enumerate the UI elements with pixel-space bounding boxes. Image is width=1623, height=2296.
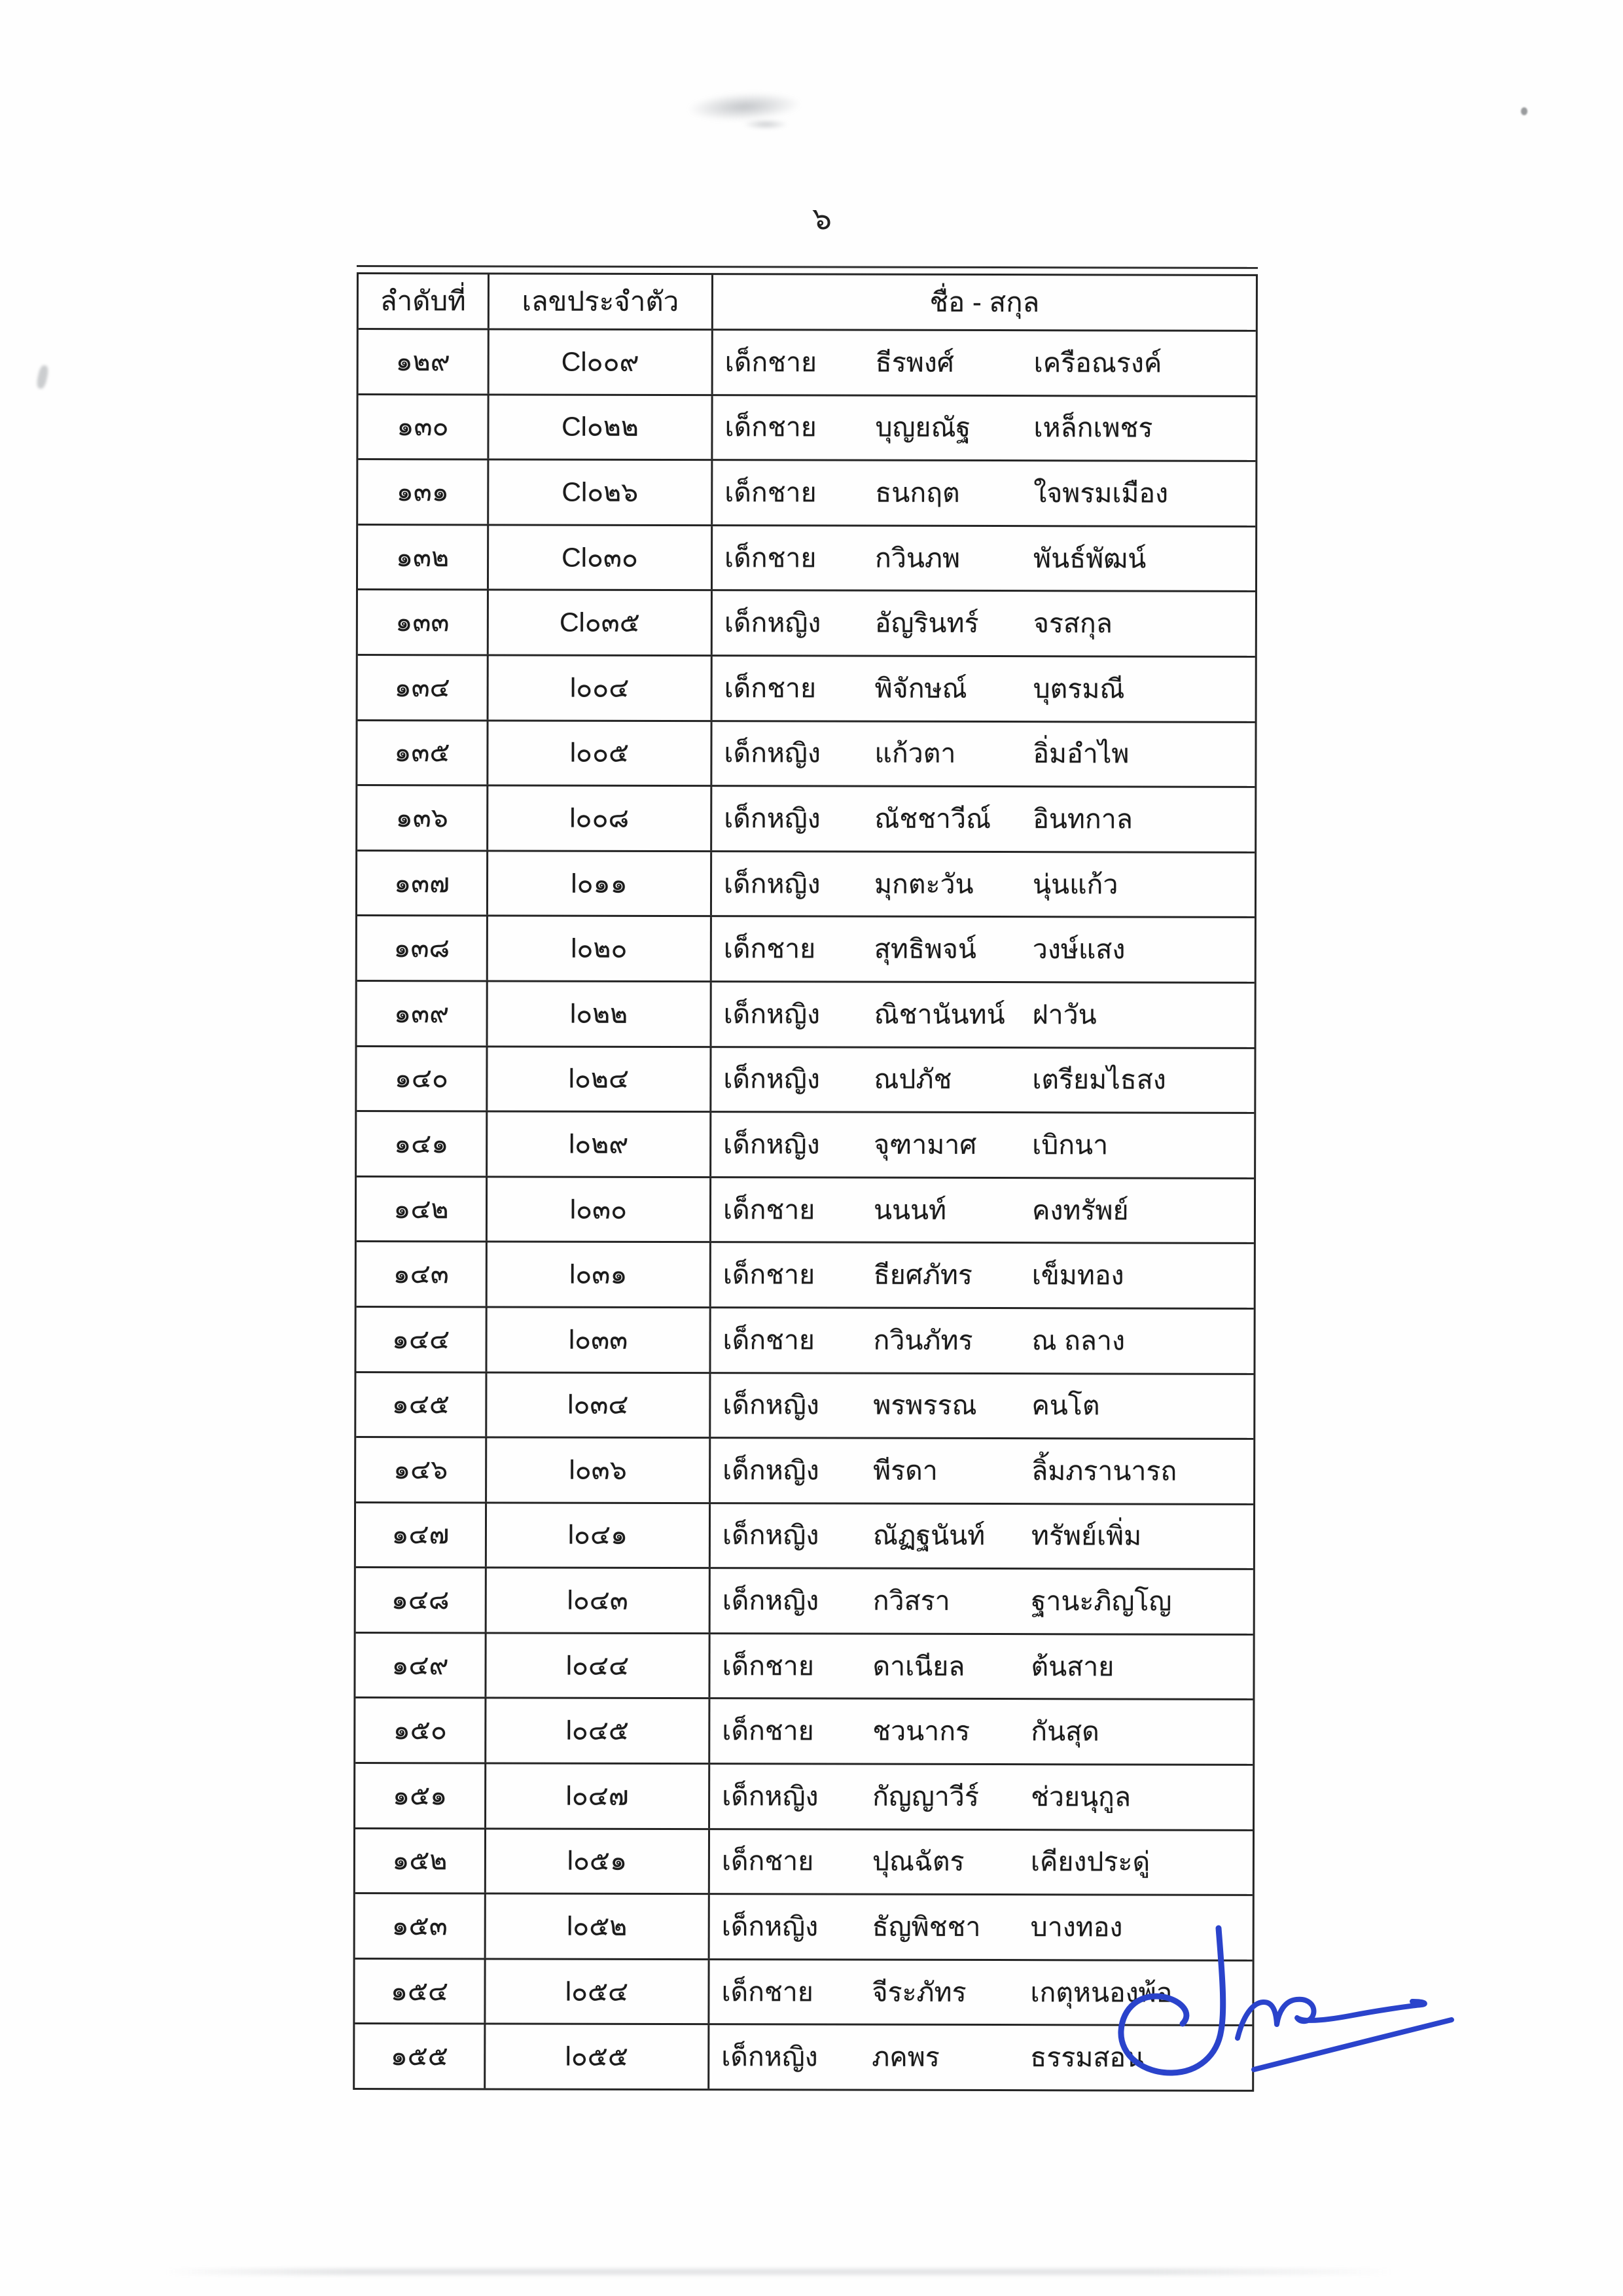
- student-name-cell: [713, 656, 1255, 721]
- student-id: l๐๓๓: [487, 1308, 711, 1371]
- student-lastname: ลิ้มภรานารถ: [1031, 1456, 1177, 1486]
- student-firstname: กัญญาวีร์: [872, 1781, 979, 1812]
- student-id: l๐๔๔: [486, 1634, 710, 1697]
- student-firstname: ธัญพิชชา: [872, 1911, 981, 1943]
- student-name-cell: [711, 1243, 1254, 1307]
- student-title: เด็กหญิง: [722, 1781, 819, 1812]
- student-id: l๐๕๔: [486, 1960, 709, 2023]
- student-name-cell: [709, 2026, 1252, 2090]
- student-lastname: จรสกุล: [1033, 608, 1113, 639]
- student-id: l๐๒๐: [488, 917, 712, 980]
- student-id: Cl๐๒๖: [489, 461, 713, 524]
- row-index: ๑๓๓: [358, 590, 489, 654]
- table-row: [359, 328, 1256, 395]
- row-index: ๑๕๐: [355, 1698, 486, 1762]
- student-table: [353, 272, 1258, 2092]
- student-title: เด็กหญิง: [721, 2041, 818, 2072]
- table-row: [355, 1892, 1253, 1959]
- student-id: l๐๔๕: [486, 1699, 710, 1763]
- student-firstname: ชวนากร: [872, 1715, 971, 1747]
- student-name-cell: [713, 592, 1255, 656]
- student-lastname: คนโต: [1031, 1390, 1100, 1421]
- student-firstname: ธนกฤต: [875, 477, 960, 508]
- student-name-cell: [713, 331, 1256, 395]
- table-row: [357, 1175, 1254, 1242]
- student-id: l๐๓๑: [488, 1243, 711, 1306]
- student-firstname: ณัฏฐนันท์: [872, 1520, 986, 1551]
- student-title: เด็กหญิง: [721, 1911, 819, 1942]
- student-title: เด็กหญิง: [724, 607, 821, 638]
- row-index: ๑๒๙: [359, 330, 490, 393]
- row-index: ๑๔๑: [357, 1112, 488, 1175]
- student-id: l๐๐๔: [489, 656, 713, 719]
- col-header-index: ลำดับที่: [359, 274, 490, 328]
- student-lastname: ธรรมสอน: [1030, 2042, 1145, 2073]
- student-lastname: คงทรัพย์: [1031, 1194, 1129, 1225]
- student-name-cell: [711, 1504, 1253, 1568]
- student-firstname: ดาเนียล: [872, 1651, 965, 1681]
- student-name-cell: [710, 1830, 1253, 1894]
- student-firstname: แก้วตา: [874, 738, 956, 769]
- student-title: เด็กชาย: [722, 1715, 814, 1746]
- student-title: เด็กชาย: [722, 1259, 815, 1290]
- student-firstname: กวินภพ: [875, 543, 961, 573]
- student-lastname: อิ่มอำไพ: [1033, 738, 1130, 769]
- student-firstname: ณัชชาวีณ์: [874, 803, 991, 834]
- student-id: l๐๐๕: [488, 721, 712, 785]
- student-id: Cl๐๐๙: [490, 330, 713, 393]
- student-id: l๐๓๐: [488, 1177, 711, 1241]
- student-name-cell: [713, 396, 1255, 460]
- student-title: เด็กหญิง: [724, 803, 821, 834]
- student-name-cell: [710, 1700, 1253, 1764]
- student-id: l๐๒๒: [488, 982, 712, 1045]
- student-lastname: ณ ถลาง: [1031, 1325, 1126, 1356]
- student-name-cell: [710, 1895, 1253, 1959]
- student-name-cell: [711, 1113, 1254, 1177]
- student-lastname: ฝาวัน: [1032, 999, 1097, 1030]
- student-lastname: วงษ์แสง: [1032, 934, 1126, 965]
- row-index: ๑๓๑: [358, 460, 489, 524]
- student-firstname: มุกตะวัน: [874, 869, 974, 899]
- student-firstname: ณิชานันทน์: [874, 999, 1005, 1030]
- student-lastname: เกตุหนองพ้อ: [1030, 1977, 1173, 2008]
- student-title: เด็กหญิง: [723, 868, 821, 899]
- student-firstname: จีระภัทร: [872, 1977, 967, 2007]
- student-name-cell: [711, 1048, 1254, 1112]
- col-header-id: เลขประจำตัว: [490, 274, 713, 329]
- student-id: l๐๔๑: [487, 1503, 711, 1567]
- table-row: [355, 1696, 1253, 1763]
- student-firstname: จุฑามาศ: [874, 1129, 977, 1160]
- row-index: ๑๓๐: [358, 395, 489, 459]
- student-id: l๐๕๕: [486, 2025, 709, 2089]
- row-index: ๑๔๕: [356, 1373, 487, 1437]
- student-name-cell: [712, 982, 1255, 1047]
- row-index: ๑๓๙: [357, 982, 488, 1045]
- table-row: [357, 1045, 1254, 1112]
- table-row: [358, 654, 1255, 721]
- row-index: ๑๔๐: [357, 1047, 488, 1111]
- student-id: l๐๒๙: [488, 1113, 711, 1176]
- student-name-cell: [712, 787, 1255, 851]
- student-title: เด็กหญิง: [722, 1585, 819, 1616]
- student-id: Cl๐๒๒: [489, 395, 713, 459]
- student-firstname: สุทธิพจน์: [874, 933, 977, 965]
- student-id: l๐๒๔: [488, 1047, 711, 1111]
- student-id: l๐๓๔: [487, 1373, 711, 1437]
- row-index: ๑๕๕: [355, 2024, 486, 2088]
- student-name-cell: [712, 722, 1255, 786]
- row-index: ๑๓๗: [357, 852, 488, 915]
- student-lastname: บุตรมณี: [1033, 673, 1125, 704]
- student-lastname: เหล็กเพชร: [1033, 412, 1153, 443]
- student-lastname: ทรัพย์เพิ่ม: [1031, 1520, 1142, 1551]
- student-firstname: ภคพร: [872, 2041, 940, 2073]
- table-row: [356, 1436, 1253, 1503]
- table-row: [356, 1371, 1253, 1438]
- student-lastname: กันสุด: [1031, 1716, 1099, 1747]
- row-index: ๑๓๒: [358, 526, 489, 589]
- row-index: ๑๔๘: [356, 1568, 487, 1632]
- student-title: เด็กชาย: [724, 346, 817, 378]
- student-id: Cl๐๓๐: [489, 526, 713, 589]
- table-row: [356, 1501, 1253, 1568]
- table-row: [357, 784, 1255, 851]
- student-firstname: พรพรรณ: [873, 1390, 977, 1421]
- row-index: ๑๔๔: [356, 1308, 487, 1371]
- student-lastname: ใจพรมเมือง: [1033, 478, 1169, 509]
- student-lastname: พันธ์พัฒน์: [1033, 543, 1147, 574]
- student-firstname: กวิสรา: [872, 1585, 950, 1616]
- student-firstname: พีรดา: [873, 1455, 938, 1486]
- student-name-cell: [712, 917, 1255, 981]
- table-row: [357, 1110, 1254, 1177]
- student-name-cell: [710, 1634, 1253, 1698]
- student-lastname: เครือณรงค์: [1033, 347, 1162, 378]
- table-header-row: [359, 274, 1256, 330]
- table-body: [355, 328, 1256, 2090]
- student-firstname: ธีรพงศ์: [875, 347, 954, 378]
- student-title: เด็กชาย: [722, 1324, 815, 1355]
- row-index: ๑๕๑: [355, 1764, 486, 1827]
- student-firstname: นนนท์: [873, 1194, 947, 1225]
- student-title: เด็กชาย: [722, 1650, 814, 1681]
- table-row: [357, 914, 1255, 981]
- student-name-cell: [711, 1308, 1253, 1372]
- table-row: [358, 393, 1255, 460]
- table-row: [356, 1306, 1253, 1372]
- student-firstname: ธียศภัทร: [873, 1259, 972, 1291]
- table-row: [357, 719, 1255, 786]
- table-row: [358, 524, 1255, 590]
- student-title: เด็กหญิง: [722, 1520, 819, 1551]
- student-name-cell: [711, 1569, 1253, 1633]
- student-id: l๐๕๑: [486, 1829, 710, 1893]
- table-row: [357, 1240, 1254, 1307]
- row-index: ๑๓๘: [357, 916, 488, 980]
- student-lastname: เตรียมไธสง: [1032, 1064, 1166, 1095]
- table-row: [355, 2022, 1252, 2089]
- table-row: [355, 1958, 1252, 2024]
- student-firstname: บุญยณัฐ: [875, 412, 971, 443]
- student-title: เด็กชาย: [724, 477, 817, 508]
- row-index: ๑๔๗: [356, 1503, 487, 1567]
- student-title: เด็กหญิง: [724, 738, 821, 768]
- student-firstname: พิจักษณ์: [874, 673, 967, 704]
- table-row: [355, 1762, 1253, 1829]
- student-lastname: เข็มทอง: [1031, 1260, 1124, 1291]
- row-index: ๑๔๒: [357, 1177, 488, 1241]
- student-firstname: ปุณฉัตร: [872, 1846, 965, 1877]
- row-index: ๑๓๖: [357, 786, 488, 850]
- page-number: ๖: [812, 201, 832, 236]
- col-header-name: ชื่อ - สกุล: [929, 286, 1040, 318]
- student-lastname: ต้นสาย: [1031, 1651, 1115, 1682]
- table-row: [357, 980, 1255, 1047]
- table-row: [356, 1566, 1253, 1633]
- table-row: [355, 1827, 1253, 1894]
- student-firstname: ณปภัช: [874, 1064, 952, 1095]
- student-name-cell: [713, 461, 1255, 525]
- table-row: [358, 458, 1255, 525]
- student-lastname: เคียงประดู่: [1030, 1846, 1150, 1877]
- student-id: l๐๔๓: [487, 1569, 711, 1632]
- student-name-cell: [709, 1960, 1252, 2024]
- row-index: ๑๔๙: [355, 1634, 486, 1697]
- student-title: เด็กชาย: [724, 412, 817, 442]
- student-title: เด็กชาย: [724, 672, 817, 704]
- student-name-cell: [711, 1439, 1253, 1503]
- student-title: เด็กชาย: [721, 1976, 813, 2007]
- row-index: ๑๔๓: [357, 1242, 488, 1306]
- student-title: เด็กหญิง: [722, 1390, 819, 1420]
- student-id: l๐๔๗: [486, 1764, 710, 1827]
- student-title: เด็กหญิง: [722, 1455, 819, 1486]
- student-name-cell: [713, 526, 1255, 590]
- student-lastname: เบิกนา: [1032, 1130, 1109, 1160]
- student-title: เด็กหญิง: [723, 1064, 820, 1094]
- student-id: l๐๕๒: [486, 1895, 710, 1958]
- student-id: Cl๐๓๕: [489, 591, 713, 655]
- student-title: เด็กชาย: [723, 933, 816, 964]
- student-id: l๐๓๖: [487, 1439, 711, 1502]
- student-title: เด็กหญิง: [723, 1129, 820, 1160]
- student-name-cell: [711, 1374, 1253, 1438]
- student-title: เด็กชาย: [721, 1846, 814, 1876]
- student-title: เด็กหญิง: [723, 998, 821, 1030]
- student-id: l๐๐๘: [488, 787, 712, 850]
- table-row: [358, 588, 1255, 655]
- student-firstname: กวินภัทร: [873, 1325, 973, 1355]
- student-lastname: ฐานะภิญโญ: [1031, 1586, 1172, 1617]
- student-title: เด็กชาย: [722, 1194, 815, 1225]
- row-index: ๑๔๖: [356, 1438, 487, 1501]
- row-index: ๑๕๔: [355, 1960, 486, 2023]
- student-title: เด็กชาย: [724, 542, 817, 573]
- student-lastname: นุ่นแก้ว: [1032, 869, 1118, 899]
- row-index: ๑๓๔: [358, 656, 489, 719]
- table-row: [357, 850, 1255, 916]
- row-index: ๑๓๕: [357, 721, 488, 785]
- student-name-cell: [712, 852, 1255, 916]
- student-lastname: อินทกาล: [1033, 804, 1133, 834]
- student-lastname: ช่วยนุกูล: [1031, 1782, 1132, 1812]
- row-index: ๑๕๒: [355, 1829, 486, 1893]
- student-lastname: บางทอง: [1030, 1912, 1123, 1943]
- row-index: ๑๕๓: [355, 1894, 486, 1958]
- student-firstname: อัญรินทร์: [874, 607, 979, 639]
- student-id: l๐๑๑: [488, 852, 712, 915]
- student-name-cell: [710, 1765, 1253, 1829]
- student-name-cell: [711, 1178, 1254, 1242]
- table-row: [355, 1632, 1253, 1698]
